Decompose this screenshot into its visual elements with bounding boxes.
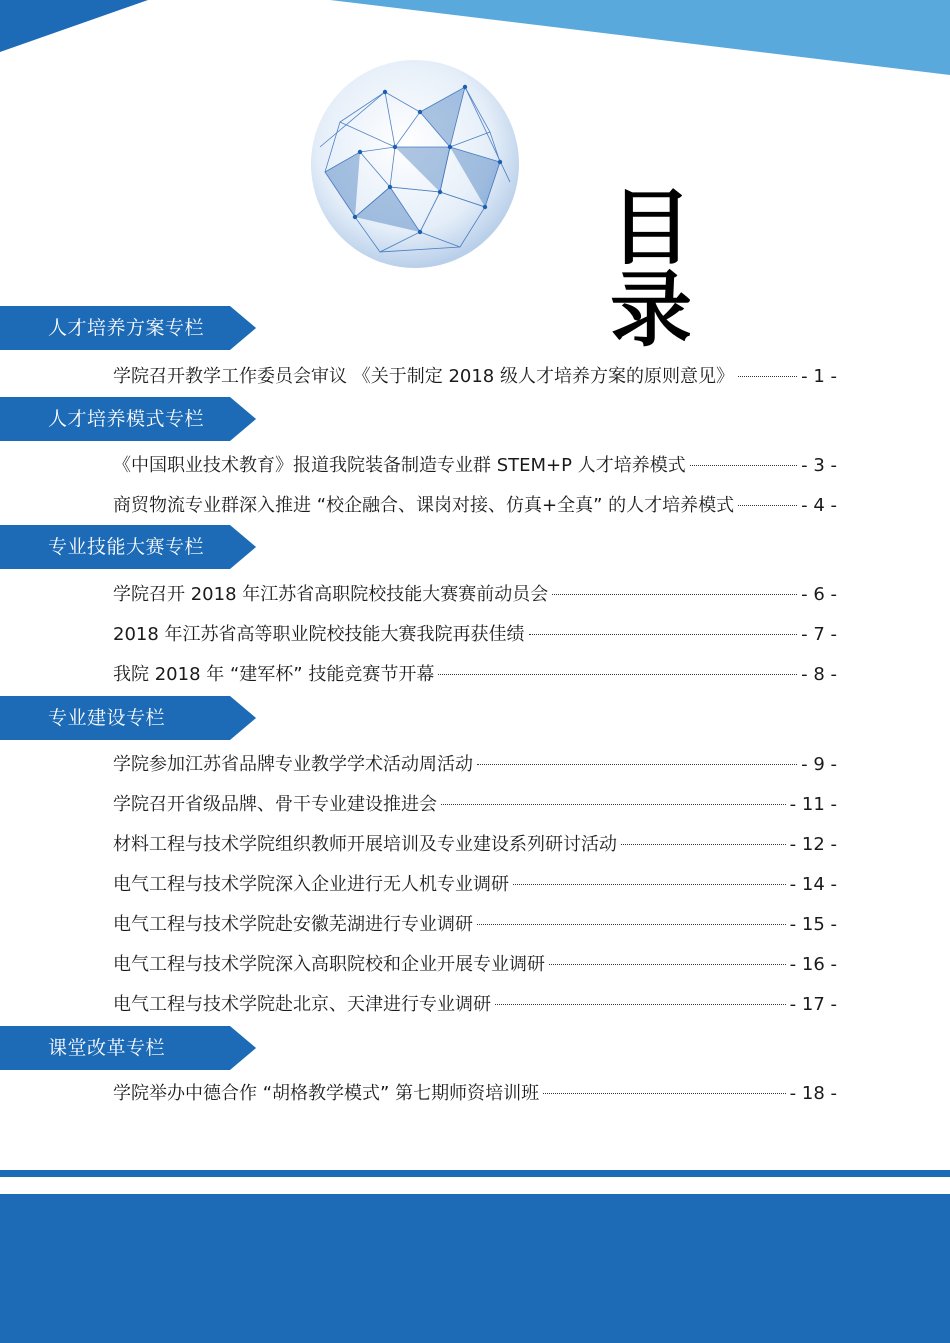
- dot-leader: [441, 804, 786, 805]
- footer-divider-line: [0, 1170, 950, 1177]
- toc-entry[interactable]: [113, 492, 837, 520]
- toc-page-number: - 7 -: [801, 624, 837, 645]
- page-title: 目 录: [610, 181, 931, 358]
- toc-entry-title: 学院参加江苏省品牌专业教学学术活动周活动: [113, 754, 473, 775]
- toc-entry[interactable]: [113, 621, 837, 649]
- toc-entry-title: 学院召开省级品牌、骨干专业建设推进会: [113, 794, 437, 815]
- dot-leader: [477, 764, 797, 765]
- toc-entry-title: 《中国职业技术教育》报道我院装备制造专业群 STEM+P 人才培养模式: [113, 455, 686, 476]
- toc-entry-title: 学院举办中德合作 “胡格教学模式” 第七期师资培训班: [113, 1083, 540, 1104]
- toc-entry-title: 我院 2018 年 “建军杯” 技能竞赛节开幕: [113, 664, 435, 685]
- dot-leader: [621, 844, 786, 845]
- toc-entry-title: 学院召开 2018 年江苏省高职院校技能大赛赛前动员会: [113, 584, 549, 605]
- dot-leader: [543, 1093, 786, 1094]
- section-label: 专业技能大赛专栏: [48, 536, 205, 558]
- toc-page-number: - 3 -: [801, 455, 837, 476]
- dot-leader: [438, 674, 797, 675]
- toc-entry-title: 学院召开教学工作委员会审议 《关于制定 2018 级人才培养方案的原则意见》: [113, 366, 734, 387]
- toc-entry-title: 电气工程与技术学院赴北京、天津进行专业调研: [113, 994, 491, 1015]
- dot-leader: [552, 594, 797, 595]
- toc-entry[interactable]: [113, 871, 837, 899]
- toc-page-number: - 17 -: [789, 994, 837, 1015]
- toc-entry[interactable]: [113, 911, 837, 939]
- toc-entry[interactable]: [113, 831, 837, 859]
- dot-leader: [495, 1004, 786, 1005]
- toc-page-number: - 15 -: [789, 914, 837, 935]
- section-label: 课堂改革专栏: [48, 1037, 166, 1059]
- toc-entry[interactable]: [113, 951, 837, 979]
- dot-leader: [690, 465, 797, 466]
- toc-entry[interactable]: [113, 1080, 837, 1108]
- toc-entry[interactable]: [113, 991, 837, 1019]
- toc-entry[interactable]: [113, 791, 837, 819]
- section-banner-talent-mode: [0, 397, 258, 441]
- section-label: 人才培养模式专栏: [48, 408, 205, 430]
- section-banner-skills-contest: [0, 525, 258, 569]
- dot-leader: [477, 924, 786, 925]
- toc-page-number: - 1 -: [801, 366, 837, 387]
- toc-entry-title: 2018 年江苏省高等职业院校技能大赛我院再获佳绩: [113, 624, 525, 645]
- toc-entry-title: 电气工程与技术学院深入高职院校和企业开展专业调研: [113, 954, 545, 975]
- toc-entry-title: 商贸物流专业群深入推进 “校企融合、课岗对接、仿真+全真” 的人才培养模式: [113, 495, 735, 516]
- section-label: 专业建设专栏: [48, 707, 166, 729]
- footer-band: [0, 1194, 950, 1343]
- section-label: 人才培养方案专栏: [48, 317, 205, 339]
- section-banner-major-construction: [0, 696, 258, 740]
- toc-page-number: - 12 -: [789, 834, 837, 855]
- dot-leader: [529, 634, 798, 635]
- toc-entry[interactable]: [113, 363, 837, 391]
- toc-page-number: - 4 -: [801, 495, 837, 516]
- section-banner-classroom-reform: [0, 1026, 258, 1070]
- toc-entry-title: 材料工程与技术学院组织教师开展培训及专业建设系列研讨活动: [113, 834, 617, 855]
- dot-leader: [738, 505, 797, 506]
- toc-page-number: - 11 -: [789, 794, 837, 815]
- dot-leader: [513, 884, 786, 885]
- toc-entry-title: 电气工程与技术学院赴安徽芜湖进行专业调研: [113, 914, 473, 935]
- toc-entry[interactable]: [113, 751, 837, 779]
- toc-entry[interactable]: [113, 581, 837, 609]
- toc-page-number: - 9 -: [801, 754, 837, 775]
- toc-page-number: - 16 -: [789, 954, 837, 975]
- globe-network-graphic: [300, 52, 530, 277]
- toc-entry[interactable]: [113, 661, 837, 689]
- toc-page-number: - 8 -: [801, 664, 837, 685]
- dot-leader: [738, 376, 797, 377]
- section-banner-talent-plan: [0, 306, 258, 350]
- toc-entry[interactable]: [113, 452, 837, 480]
- toc-page-number: - 14 -: [789, 874, 837, 895]
- toc-page-number: - 18 -: [789, 1083, 837, 1104]
- toc-page-number: - 6 -: [801, 584, 837, 605]
- dot-leader: [549, 964, 786, 965]
- toc-entry-title: 电气工程与技术学院深入企业进行无人机专业调研: [113, 874, 509, 895]
